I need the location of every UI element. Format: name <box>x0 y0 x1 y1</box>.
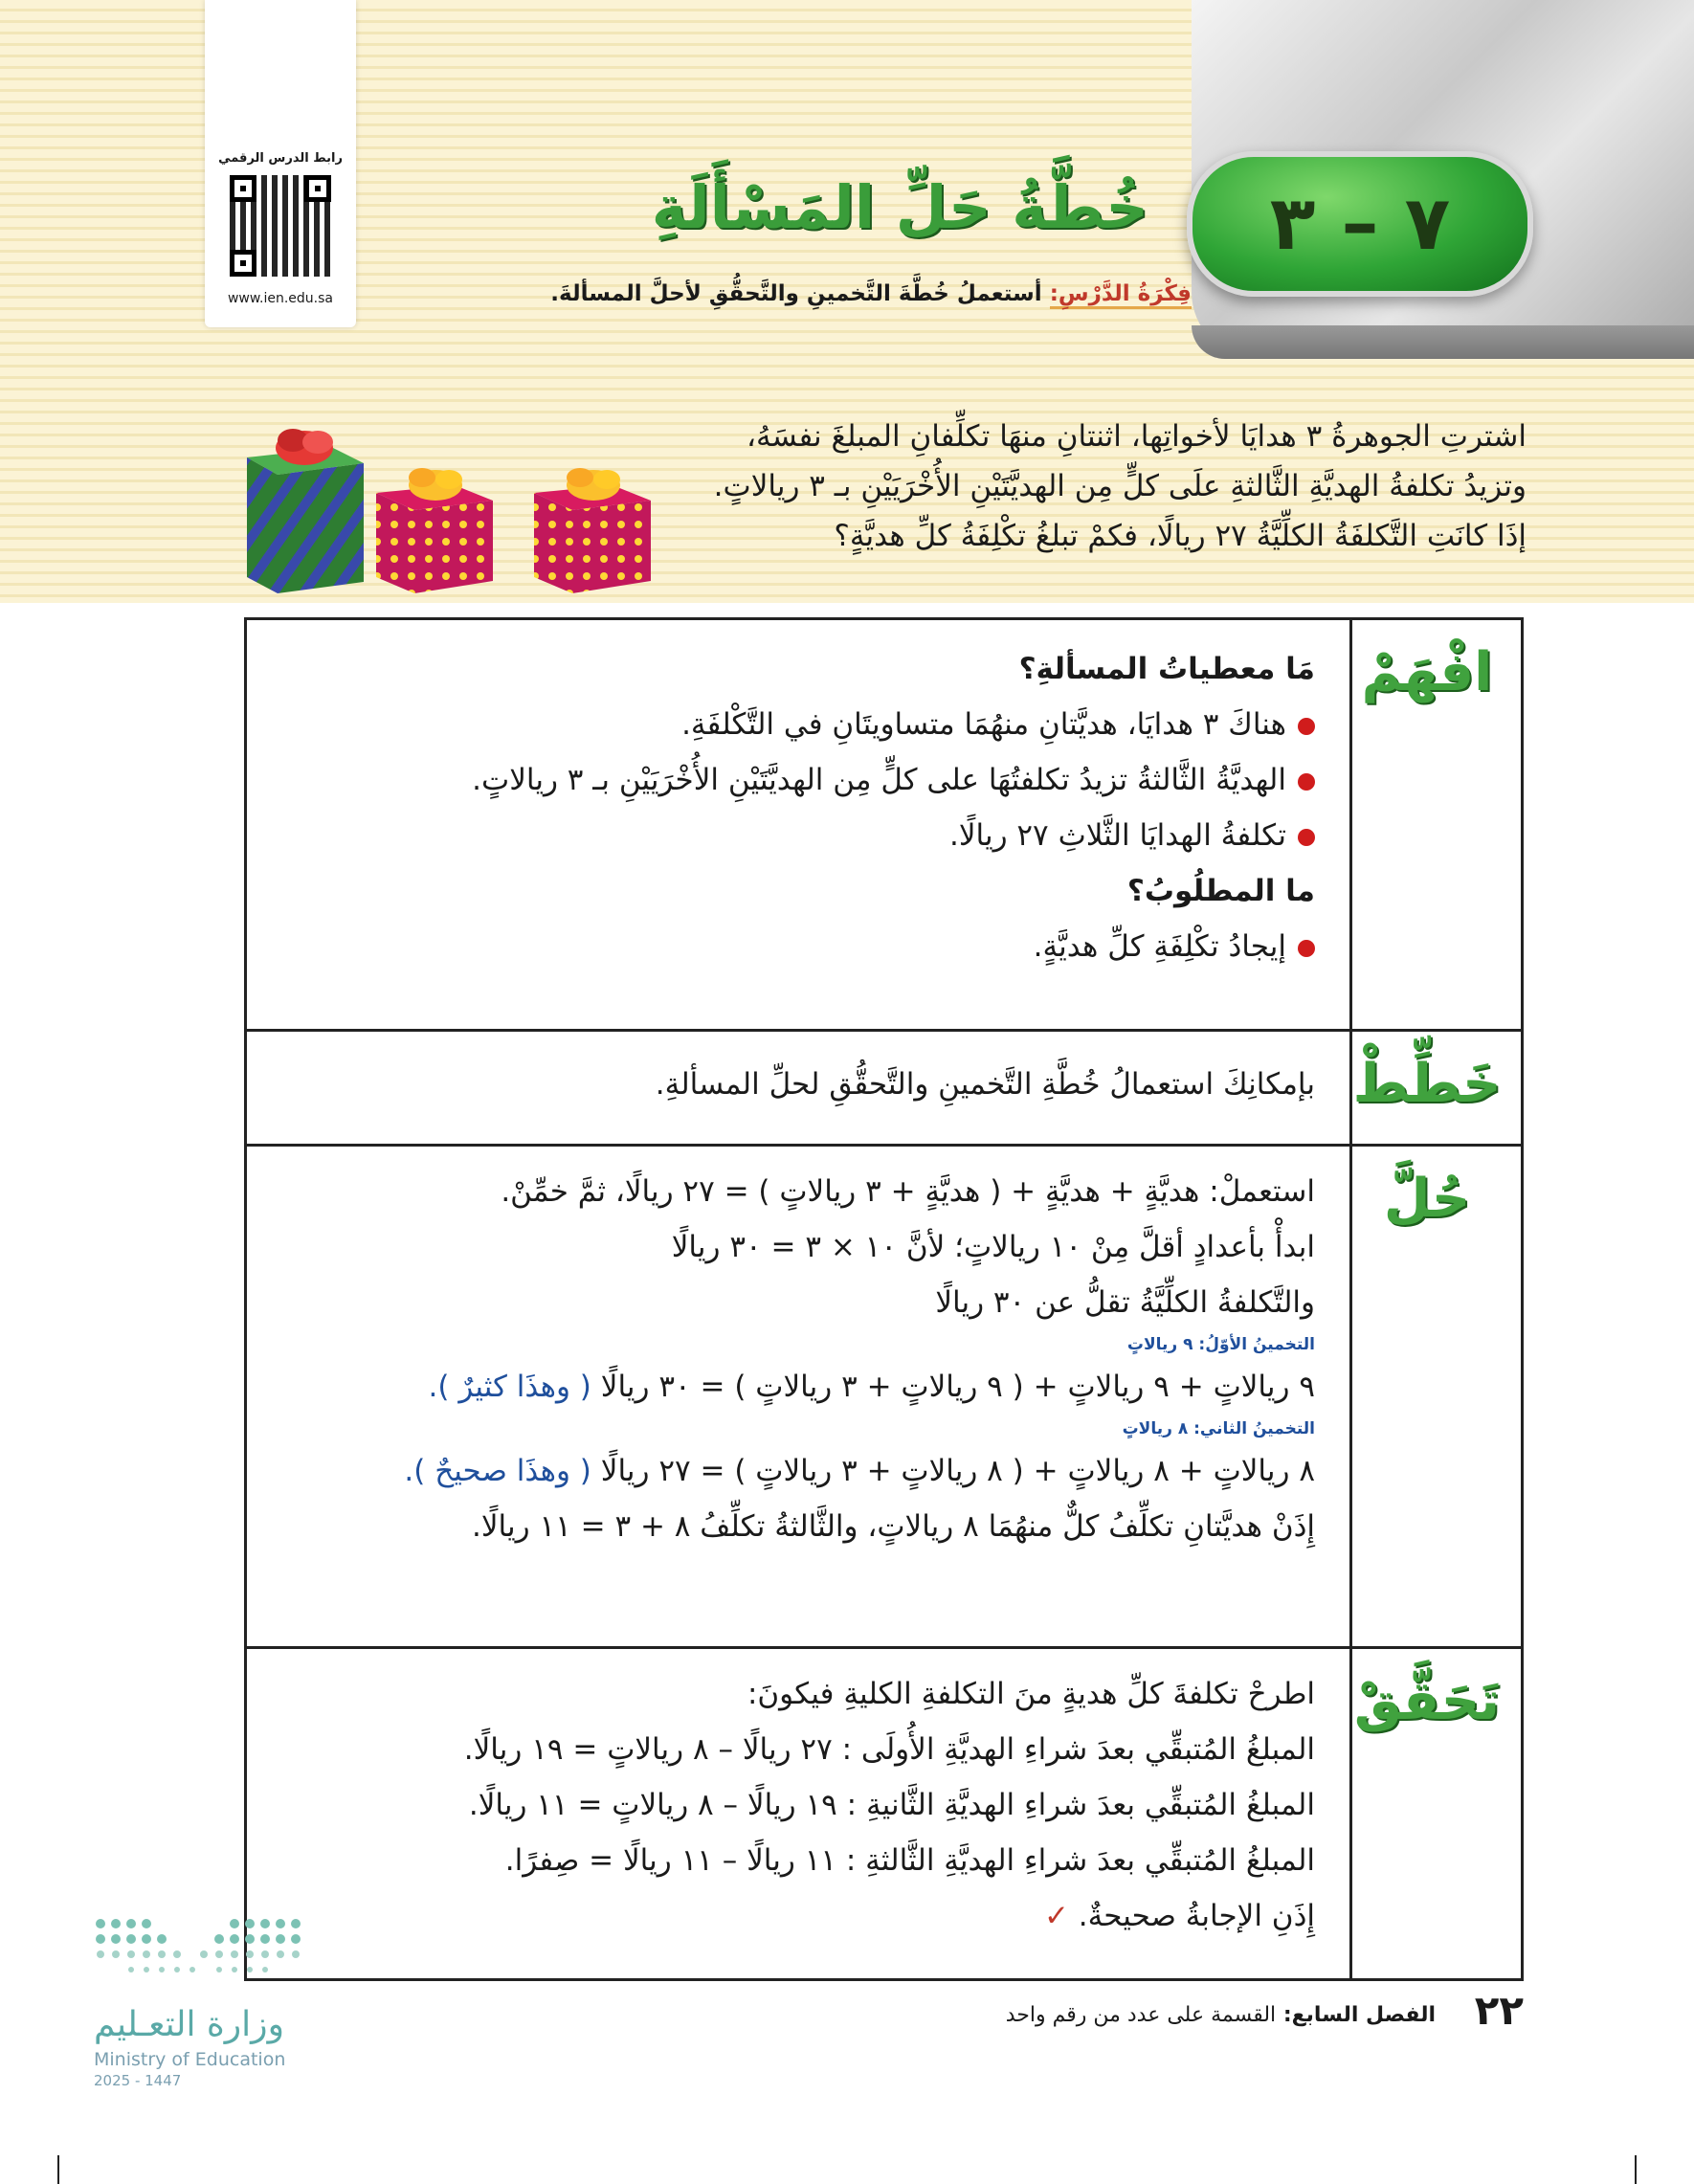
given-item: هناكَ ٣ هدايَا، هديَّتانِ منهُمَا متساويتَانِ في التَّكْلفَةِ. <box>281 697 1315 752</box>
crop-mark <box>57 2155 59 2184</box>
chapter-title: القسمة على عدد من رقم واحد <box>1005 2003 1277 2027</box>
step-check-content <box>281 1666 1315 1944</box>
bullet-icon <box>1298 940 1315 957</box>
ministry-year: 2025 - 1447 <box>94 2072 182 2089</box>
qr-finder-icon <box>304 175 331 202</box>
lesson-number-badge <box>1187 151 1533 297</box>
ministry-name-en: Ministry of Education <box>94 2049 286 2070</box>
ministry-name-ar: وزارة التعـليم <box>94 2005 284 2044</box>
guess-equation: ٨ ريالاتٍ + ٨ ريالاتٍ + ( ٨ ريالاتٍ + ٣ ريالاتٍ ) = ٢٧ ريالًا ( وهذَا صحيحٌ ). <box>404 1454 1315 1488</box>
bullet-icon <box>1298 829 1315 846</box>
problem-statement <box>474 412 1527 561</box>
qr-finder-icon <box>230 175 256 202</box>
solve-conclusion: إِذَنْ هديَّتانِ تكلِّفُ كلٌّ منهُمَا ٨ ريالاتٍ، والثَّالثةُ تكلِّفُ ٨ + ٣ = ١١ ريالًا. <box>472 1509 1315 1544</box>
step-understand <box>247 620 1521 1029</box>
lesson-idea-label: فِكْرَةُ الدَّرْسِ: <box>1050 281 1192 309</box>
ministry-logo-icon <box>91 1914 301 1986</box>
crop-mark <box>1635 2155 1637 2184</box>
step-check <box>247 1646 1521 1984</box>
required-question: ما المطلُوبُ؟ <box>1126 874 1315 908</box>
lesson-idea-text: أستعملُ خُطَّةَ التَّخمينِ والتَّحقُّقِ لأحلَّ المسألةَ. <box>550 281 1042 306</box>
step-understand-label: افْهَمْ <box>1361 641 1493 703</box>
gift-striped-icon <box>237 419 371 596</box>
page-number: ٢٢ <box>1474 1987 1524 2034</box>
solution-table <box>244 617 1524 1981</box>
guess-note: ( وهذَا صحيحٌ ). <box>404 1454 591 1488</box>
givens-question: مَا معطياتُ المسألةِ؟ <box>1018 652 1315 686</box>
check-line: اطرحْ تكلفةَ كلِّ هديةٍ منَ التكلفةِ الكليةِ فيكونَ: <box>747 1677 1315 1711</box>
check-line: المبلغُ المُتبقِّي بعدَ شراءِ الهديَّةِ الأُولَى : ٢٧ ريالًا – ٨ ريالاتٍ = ١٩ ريالًا. <box>463 1732 1315 1767</box>
steel-tab-shadow <box>1192 325 1694 359</box>
given-item: تكلفةُ الهدايَا الثَّلاثِ ٢٧ ريالًا. <box>281 808 1315 863</box>
step-plan-content <box>281 1057 1315 1112</box>
chapter-label: الفصل السابع: <box>1282 2003 1436 2027</box>
problem-line: وتزيدُ تكلفةُ الهديَّةِ الثَّالثةِ علَى كلٍّ مِن الهديَّتَيْنِ الأُخْرَيَيْنِ بـ ٣ ريالاتٍ. <box>713 469 1527 503</box>
lesson-number: ٧ – ٣ <box>1269 181 1451 267</box>
step-plan <box>247 1029 1521 1147</box>
solve-line: ابدأْ بأعدادٍ أقلَّ مِنْ ١٠ ريالاتٍ؛ لأنَّ ١٠ × ٣ = ٣٠ ريالًا <box>671 1230 1315 1264</box>
checkmark-icon: ✓ <box>1043 1899 1069 1933</box>
lesson-title: خُطَّةُ حَلِّ المَسْأَلَةِ <box>651 172 1148 242</box>
step-solve <box>247 1144 1521 1649</box>
problem-line: اشترتِ الجوهرةُ ٣ هدايَا لأخواتِها، اثنتانِ منهَا تكلِّفانِ المبلغَ نفسَهُ، <box>747 419 1527 454</box>
bullet-icon <box>1298 718 1315 735</box>
guess-equation: ٩ ريالاتٍ + ٩ ريالاتٍ + ( ٩ ريالاتٍ + ٣ ريالاتٍ ) = ٣٠ ريالًا ( وهذَا كثيرٌ ). <box>428 1370 1315 1404</box>
plan-text: بإمكانِكَ استعمالُ خُطَّةِ التَّخمينِ والتَّحقُّقِ لحلِّ المسألةِ. <box>655 1067 1315 1102</box>
guess-label: التخمينُ الأوّلُ: ٩ ريالاتٍ <box>1126 1335 1315 1354</box>
solve-line: استعملْ: هديَّةٍ + هديَّةٍ + ( هديَّةٍ + ٣ ريالاتٍ ) = ٢٧ ريالًا، ثمَّ خمِّنْ. <box>501 1174 1315 1209</box>
given-item: الهديَّةُ الثَّالثةُ تزيدُ تكلفتُهَا على كلٍّ مِن الهديَّتَيْنِ الأُخْرَيَيْنِ بـ ٣ ريالاتٍ. <box>281 752 1315 808</box>
check-line: المبلغُ المُتبقِّي بعدَ شراءِ الهديَّةِ الثَّالثةِ : ١١ ريالًا – ١١ ريالًا = صِفرًا. <box>504 1843 1315 1878</box>
lesson-idea <box>464 281 1192 306</box>
bullet-icon <box>1298 773 1315 791</box>
step-understand-content <box>281 641 1315 974</box>
qr-finder-icon <box>230 250 256 277</box>
step-solve-content <box>281 1164 1315 1554</box>
guess-label: التخمينُ الثاني: ٨ ريالاتٍ <box>1122 1419 1315 1438</box>
check-line: المبلغُ المُتبقِّي بعدَ شراءِ الهديَّةِ الثَّانيةِ : ١٩ ريالًا – ٨ ريالاتٍ = ١١ ريالًا. <box>468 1788 1315 1822</box>
step-plan-label: خَطِّطْ <box>1352 1053 1502 1115</box>
solve-line: والتَّكلفةُ الكلِّيَّةُ تقلُّ عن ٣٠ ريالًا <box>935 1285 1315 1320</box>
guess-note: ( وهذَا كثيرٌ ). <box>428 1370 591 1404</box>
step-check-label: تَحَقَّقْ <box>1353 1670 1501 1732</box>
step-solve-label: حُلَّ <box>1383 1168 1471 1230</box>
qr-card[interactable] <box>205 0 356 327</box>
required-item: إيجادُ تكْلِفَةِ كلِّ هديَّةٍ. <box>281 919 1315 974</box>
problem-line: إذَا كانَتِ التَّكلفَةُ الكلِّيَّةُ ٢٧ ريالًا، فكمْ تبلغُ تكْلِفَةُ كلِّ هديَّةٍ؟ <box>834 519 1527 553</box>
qr-label: رابط الدرس الرقمي <box>218 151 343 166</box>
qr-url[interactable]: www.ien.edu.sa <box>227 291 334 306</box>
check-final: إِذَنِ الإجابةُ صحيحةٌ. ✓ <box>1043 1899 1315 1933</box>
chapter-footer <box>1006 2003 1436 2027</box>
